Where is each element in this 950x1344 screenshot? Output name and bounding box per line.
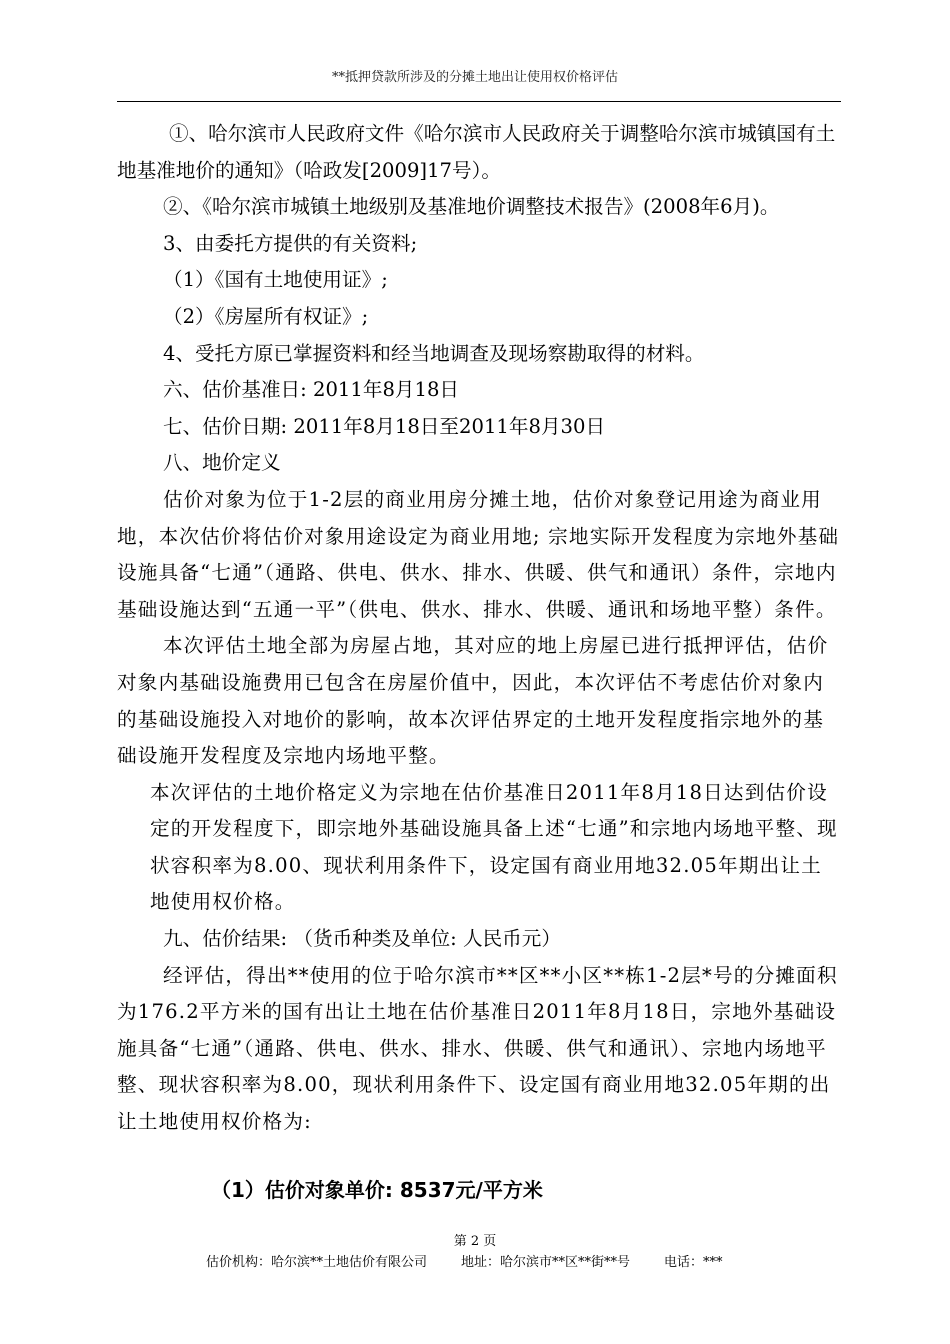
paragraph-land-use: 估价对象为位于1-2层的商业用房分摊土地，估价对象登记用途为商业用地，本次估价将估价对象用途设定为商业用地; 宗地实际开发程度为宗地外基础设施具备“七通”（通路、供电、供水、排水、供暖、供气和通讯）条件，宗地内基础设施达到“五通一平”（供电、供水、排水、供暖、通讯和场地平整）条件。 — [117, 487, 840, 621]
footer-phone: 电话：*** — [664, 1255, 723, 1270]
paragraph-valuation-period: 七、估价日期: 2011年8月18日至2011年8月30日 — [163, 414, 606, 438]
footer-info — [206, 1251, 757, 1270]
paragraph-result-description: 经评估，得出**使用的位于哈尔滨市**区**小区**栋1-2层*号的分摊面积为176.2平方米的国有出让土地在估价基准日2011年8月18日，宗地外基础设施具备“七通”（通路、供电、供水、排水、供暖、供气和通讯）、宗地内场地平整、现状容积率为8.00，现状利用条件下、设定国有商业用地32.05年期的出让土地使用权价格为: — [117, 963, 838, 1134]
document-body — [117, 116, 841, 1141]
running-header: **抵押贷款所涉及的分摊土地出让使用权价格评估 — [331, 70, 618, 85]
section-heading-valuation-result: 九、估价结果: （货币种类及单位: 人民币元） — [163, 927, 561, 951]
paragraph-reference-2: ②、《哈尔滨市城镇土地级别及基准地价调整技术报告》(2008年6月)。 — [163, 195, 780, 219]
footer-organization: 估价机构：哈尔滨**土地估价有限公司 — [206, 1255, 428, 1270]
unit-price-result: （1）估价对象单价: 8537元/平方米 — [211, 1178, 543, 1202]
paragraph-client-materials: 3、由委托方提供的有关资料; — [163, 231, 418, 255]
header-divider — [117, 101, 841, 102]
paragraph-infrastructure: 本次评估土地全部为房屋占地，其对应的地上房屋已进行抵押评估，估价对象内基础设施费用已包含在房屋价值中，因此，本次评估不考虑估价对象内的基础设施投入对地价的影响，故本次评估界定的土地开发程度指宗地外的基础设施开发程度及宗地内场地平整。 — [117, 634, 829, 768]
paragraph-price-definition: 本次评估的土地价格定义为宗地在估价基准日2011年8月18日达到估价设定的开发程度下，即宗地外基础设施具备上述“七通”和宗地内场地平整、现状容积率为8.00、现状利用条件下，设定国有商业用地32.05年期出让土地使用权价格。 — [150, 780, 838, 914]
list-item-house-certificate: （2）《房屋所有权证》; — [163, 304, 369, 328]
page-number: 第 2 页 — [453, 1234, 497, 1249]
section-heading-land-price-definition: 八、地价定义 — [163, 451, 281, 475]
paragraph-reference-1: ①、哈尔滨市人民政府文件《哈尔滨市人民政府关于调整哈尔滨市城镇国有土地基准地价的通知》（哈政发[2009]17号）。 — [117, 122, 836, 182]
footer-address: 地址：哈尔滨市**区**街**号 — [461, 1255, 631, 1270]
list-item-land-certificate: （1）《国有土地使用证》; — [163, 268, 388, 292]
paragraph-valuation-date: 六、估价基准日: 2011年8月18日 — [163, 378, 460, 402]
paragraph-survey-materials: 4、受托方原已掌握资料和经当地调查及现场察勘取得的材料。 — [163, 341, 705, 365]
